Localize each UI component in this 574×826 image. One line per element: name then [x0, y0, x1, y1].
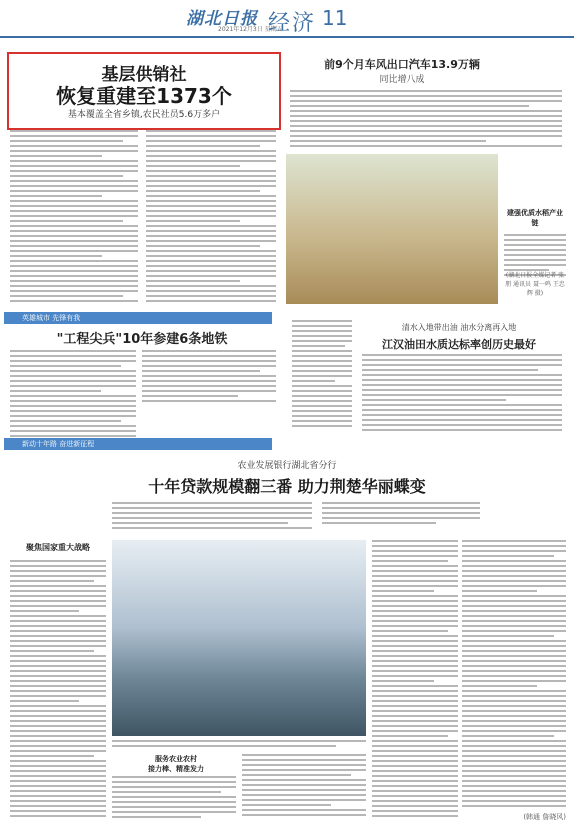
bank-body-col4 — [462, 540, 566, 810]
lead-headline: 恢复重建至1373个 — [56, 84, 232, 108]
oilfield-body-col2 — [362, 354, 562, 432]
oilfield-kicker: 清水入地带出油 油水分离再入地 — [401, 323, 517, 332]
issue-date: 2021年12月3日 星期五 — [218, 26, 283, 33]
projects-headline: "工程尖兵"10年参建6条地铁 — [56, 332, 228, 347]
column-banner-new-journey: 新动十年路 奋进新征程 — [4, 438, 272, 450]
projects-body-col1 — [10, 350, 136, 446]
bank-sidebar-title: 聚焦国家重大战略 — [26, 543, 90, 552]
auto-headline: 前9个月车风出口汽车13.9万辆 — [324, 58, 480, 71]
lead-kicker: 基层供销社 — [101, 65, 187, 85]
section-name: 经济 — [268, 11, 317, 36]
newspaper-logo: 湖北日报 — [186, 9, 258, 29]
oilfield-body-col1 — [292, 320, 352, 430]
bank-standfirst-col2 — [322, 502, 480, 536]
bank-headline: 十年贷款规模翻三番 助力荆楚华丽蝶变 — [148, 477, 426, 496]
masthead-rule — [0, 36, 574, 38]
photo-caption-title: 建强优质水稻产业链 — [507, 209, 563, 227]
bank-byline: (韩通 詹晓风) — [523, 813, 566, 821]
column-banner-heroic-city: 英雄城市 先锋有我 — [4, 312, 272, 324]
bank-subhead-1: 服务农业农村 — [155, 755, 197, 763]
photo-credit: (湖北日报全媒记者 张朋 通讯员 聂一鸣 王忠辉 摄) — [505, 272, 565, 297]
masthead — [0, 0, 574, 38]
projects-body-col2 — [142, 350, 276, 408]
lead-body-col1 — [10, 130, 138, 308]
auto-body — [290, 90, 562, 152]
oilfield-headline: 江汉油田水质达标率创历史最好 — [382, 338, 536, 351]
bank-body-col2b — [242, 754, 366, 820]
bank-body-col1 — [10, 560, 106, 820]
bank-body-col2a — [112, 776, 236, 820]
bridge-photo-caption — [112, 740, 366, 750]
bank-subhead-2: 接力棒、精准发力 — [148, 765, 204, 773]
lead-body-col2 — [146, 130, 276, 308]
bridge-photo — [112, 540, 366, 736]
auto-subhead: 同比增八成 — [379, 75, 425, 85]
bank-kicker: 农业发展银行湖北省分行 — [237, 461, 337, 471]
lead-subhead: 基本覆盖全省乡镇,农民社员5.6万多户 — [67, 110, 221, 120]
bank-body-col3 — [372, 540, 458, 820]
page-number: 11 — [322, 6, 348, 30]
bank-standfirst-col1 — [112, 502, 312, 536]
rice-harvest-photo — [286, 154, 498, 304]
